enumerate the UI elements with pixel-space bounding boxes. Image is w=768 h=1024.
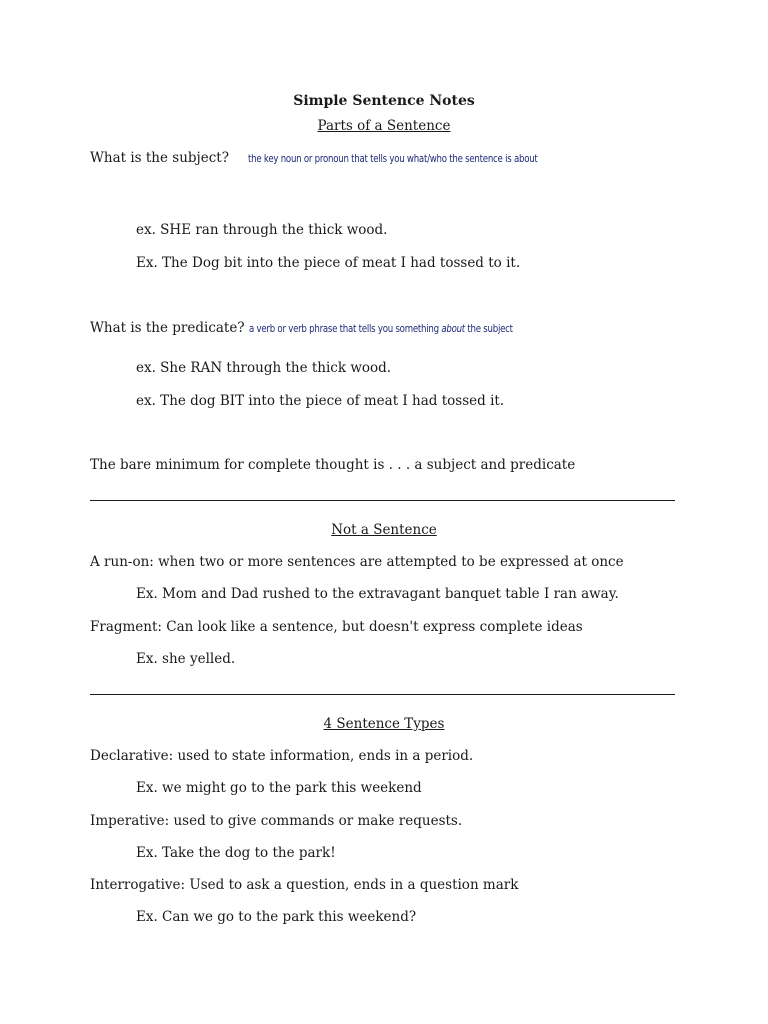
fragment-example: Ex. she yelled. xyxy=(136,651,236,667)
predicate-example-2: ex. The dog BIT into the piece of meat I had tossed it. xyxy=(136,393,505,409)
predicate-question: What is the predicate? xyxy=(90,320,245,336)
subject-example-1: ex. SHE ran through the thick wood. xyxy=(136,222,388,238)
bare-minimum-statement: The bare minimum for complete thought is . . . a subject and predicate xyxy=(90,457,576,473)
runon-example: Ex. Mom and Dad rushed to the extravagant banquet table I ran away. xyxy=(136,586,619,602)
imperative-definition: Imperative: used to give commands or make requests. xyxy=(90,813,463,829)
section-heading-types: 4 Sentence Types xyxy=(323,716,445,732)
section-heading-parts: Parts of a Sentence xyxy=(317,118,451,134)
subject-question-line xyxy=(90,149,601,168)
section-divider-2 xyxy=(90,694,675,695)
predicate-example-1: ex. She RAN through the thick wood. xyxy=(136,360,392,376)
declarative-example: Ex. we might go to the park this weekend xyxy=(136,780,422,796)
interrogative-example: Ex. Can we go to the park this weekend? xyxy=(136,909,417,925)
interrogative-definition: Interrogative: Used to ask a question, ends in a question mark xyxy=(90,877,519,893)
subject-example-2: Ex. The Dog bit into the piece of meat I had tossed to it. xyxy=(136,255,521,271)
fragment-definition: Fragment: Can look like a sentence, but doesn't express complete ideas xyxy=(90,619,583,635)
section-divider-1 xyxy=(90,500,675,501)
predicate-question-line xyxy=(90,319,571,338)
runon-definition: A run-on: when two or more sentences are attempted to be expressed at once xyxy=(90,554,624,570)
subject-handwritten-note: the key noun or pronoun that tells you what/who the sentence is about xyxy=(247,153,538,165)
imperative-example: Ex. Take the dog to the park! xyxy=(136,845,336,861)
predicate-handwritten-note: a verb or verb phrase that tells you something about the subject xyxy=(248,323,513,335)
section-heading-not-sentence: Not a Sentence xyxy=(331,522,437,538)
subject-question: What is the subject? xyxy=(90,150,229,166)
declarative-definition: Declarative: used to state information, ends in a period. xyxy=(90,748,474,764)
page-title: Simple Sentence Notes xyxy=(293,93,475,109)
